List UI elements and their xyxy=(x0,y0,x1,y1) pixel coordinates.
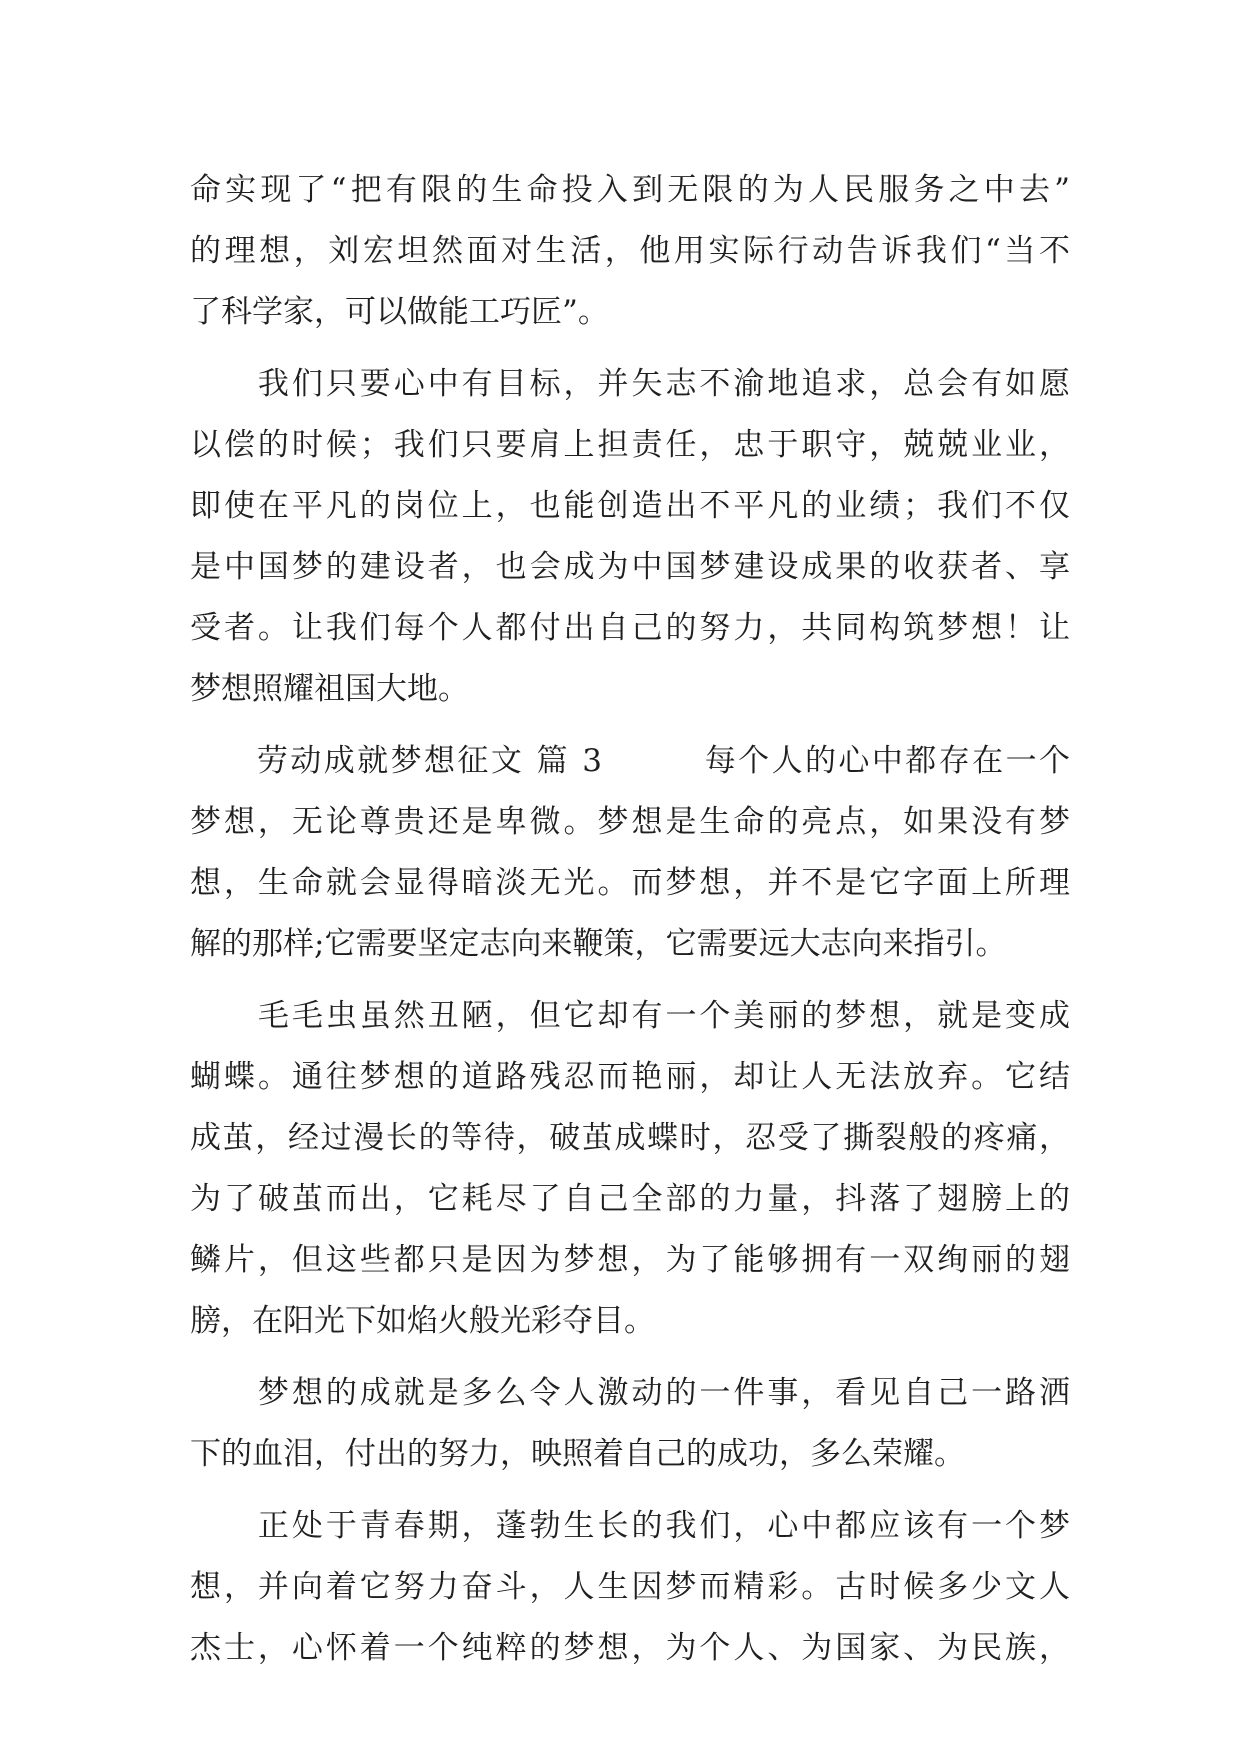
text-line: 成茧，经过漫长的等待，破茧成蝶时，忍受了撕裂般的疼痛， xyxy=(190,1120,1070,1156)
text-line: 为了破茧而出，它耗尽了自己全部的力量，抖落了翅膀上的 xyxy=(190,1181,1070,1217)
text-line: 下的血泪，付出的努力，映照着自己的成功，多么荣耀。 xyxy=(190,1436,965,1472)
text-line: 我们只要心中有目标，并矢志不渝地追求，总会有如愿 xyxy=(190,366,1070,402)
text-line: 杰士，心怀着一个纯粹的梦想，为个人、为国家、为民族， xyxy=(190,1630,1070,1666)
paragraph xyxy=(190,986,1070,1352)
text-line: 正处于青春期，蓬勃生长的我们，心中都应该有一个梦 xyxy=(190,1508,1070,1544)
paragraph-gap xyxy=(190,1352,1070,1363)
paragraph xyxy=(190,354,1070,720)
text-line: 梦想的成就是多么令人激动的一件事，看见自己一路洒 xyxy=(190,1375,1070,1411)
text-line: 梦想照耀祖国大地。 xyxy=(190,671,469,707)
body-text xyxy=(190,160,1070,1679)
text-line: 即使在平凡的岗位上，也能创造出不平凡的业绩；我们不仅 xyxy=(190,488,1070,524)
text-line: 劳动成就梦想征文 篇 3 每个人的心中都存在一个 xyxy=(190,743,1070,779)
text-line: 受者。让我们每个人都付出自己的努力，共同构筑梦想！让 xyxy=(190,610,1070,646)
paragraph xyxy=(190,1496,1070,1679)
text-line: 以偿的时候；我们只要肩上担责任，忠于职守，兢兢业业， xyxy=(190,427,1070,463)
text-line: 鳞片，但这些都只是因为梦想，为了能够拥有一双绚丽的翅 xyxy=(190,1242,1070,1278)
paragraph xyxy=(190,1363,1070,1485)
paragraph xyxy=(190,731,1070,975)
text-line: 是中国梦的建设者，也会成为中国梦建设成果的收获者、享 xyxy=(190,549,1070,585)
paragraph-gap xyxy=(190,343,1070,354)
text-line: 想，并向着它努力奋斗，人生因梦而精彩。古时候多少文人 xyxy=(190,1569,1070,1605)
text-line: 命实现了“把有限的生命投入到无限的为人民服务之中去” xyxy=(190,172,1070,208)
text-line: 的理想，刘宏坦然面对生活，他用实际行动告诉我们“当不 xyxy=(190,233,1070,269)
paragraph-gap xyxy=(190,720,1070,731)
paragraph xyxy=(190,160,1070,343)
text-line: 膀，在阳光下如焰火般光彩夺目。 xyxy=(190,1303,655,1339)
text-line: 毛毛虫虽然丑陋，但它却有一个美丽的梦想，就是变成 xyxy=(190,998,1070,1034)
text-line: 解的那样;它需要坚定志向来鞭策，它需要远大志向来指引。 xyxy=(190,926,1007,962)
paragraph-gap xyxy=(190,1485,1070,1496)
paragraph-gap xyxy=(190,975,1070,986)
text-line: 了科学家，可以做能工巧匠”。 xyxy=(190,294,609,330)
text-line: 梦想，无论尊贵还是卑微。梦想是生命的亮点，如果没有梦 xyxy=(190,804,1070,840)
text-line: 想，生命就会显得暗淡无光。而梦想，并不是它字面上所理 xyxy=(190,865,1070,901)
text-line: 蝴蝶。通往梦想的道路残忍而艳丽，却让人无法放弃。它结 xyxy=(190,1059,1070,1095)
